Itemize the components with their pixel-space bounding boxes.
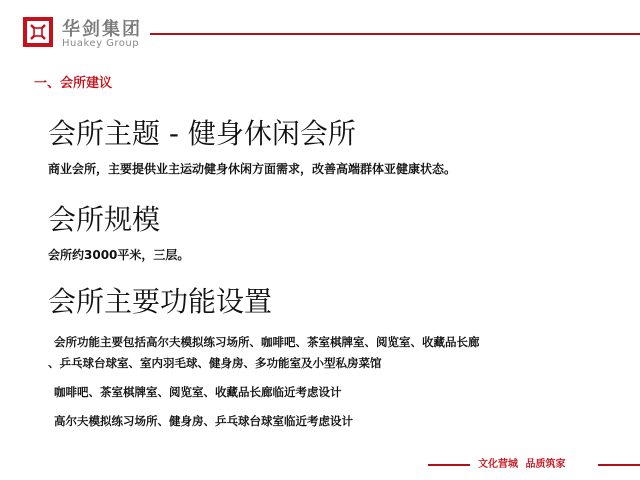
functions-line: 会所功能主要包括高尔夫模拟练习场所、咖啡吧、茶室棋牌室、阅览室、收藏品长廊 xyxy=(54,335,480,349)
brand-name-en: Huakey Group xyxy=(62,38,140,49)
brand-name-cn: 华剑集团 xyxy=(62,19,142,40)
scale-description: 会所约3000平米，三层。 xyxy=(48,248,190,262)
section-heading: 一、会所建议 xyxy=(34,76,113,91)
header-divider xyxy=(150,33,640,35)
footer-rule-right xyxy=(598,464,640,466)
footer-slogan: 文化营城 品质筑家 xyxy=(478,459,566,470)
theme-description: 商业会所，主要提供业主运动健身休闲方面需求，改善高端群体亚健康状态。 xyxy=(48,162,457,176)
red-square-emblem-icon xyxy=(22,16,54,48)
functions-line: 、乒乓球台球室、室内羽毛球、健身房、多功能室及小型私房菜馆 xyxy=(48,356,382,370)
scale-title: 会所规模 xyxy=(48,203,161,236)
functions-title: 会所主要功能设置 xyxy=(48,285,273,318)
footer-rule-left xyxy=(428,464,470,466)
functions-line: 咖啡吧、茶室棋牌室、阅览室、收藏品长廊临近考虑设计 xyxy=(54,385,342,399)
theme-title: 会所主题 - 健身休闲会所 xyxy=(48,117,356,150)
functions-line: 高尔夫模拟练习场所、健身房、乒乓球台球室临近考虑设计 xyxy=(54,414,353,428)
